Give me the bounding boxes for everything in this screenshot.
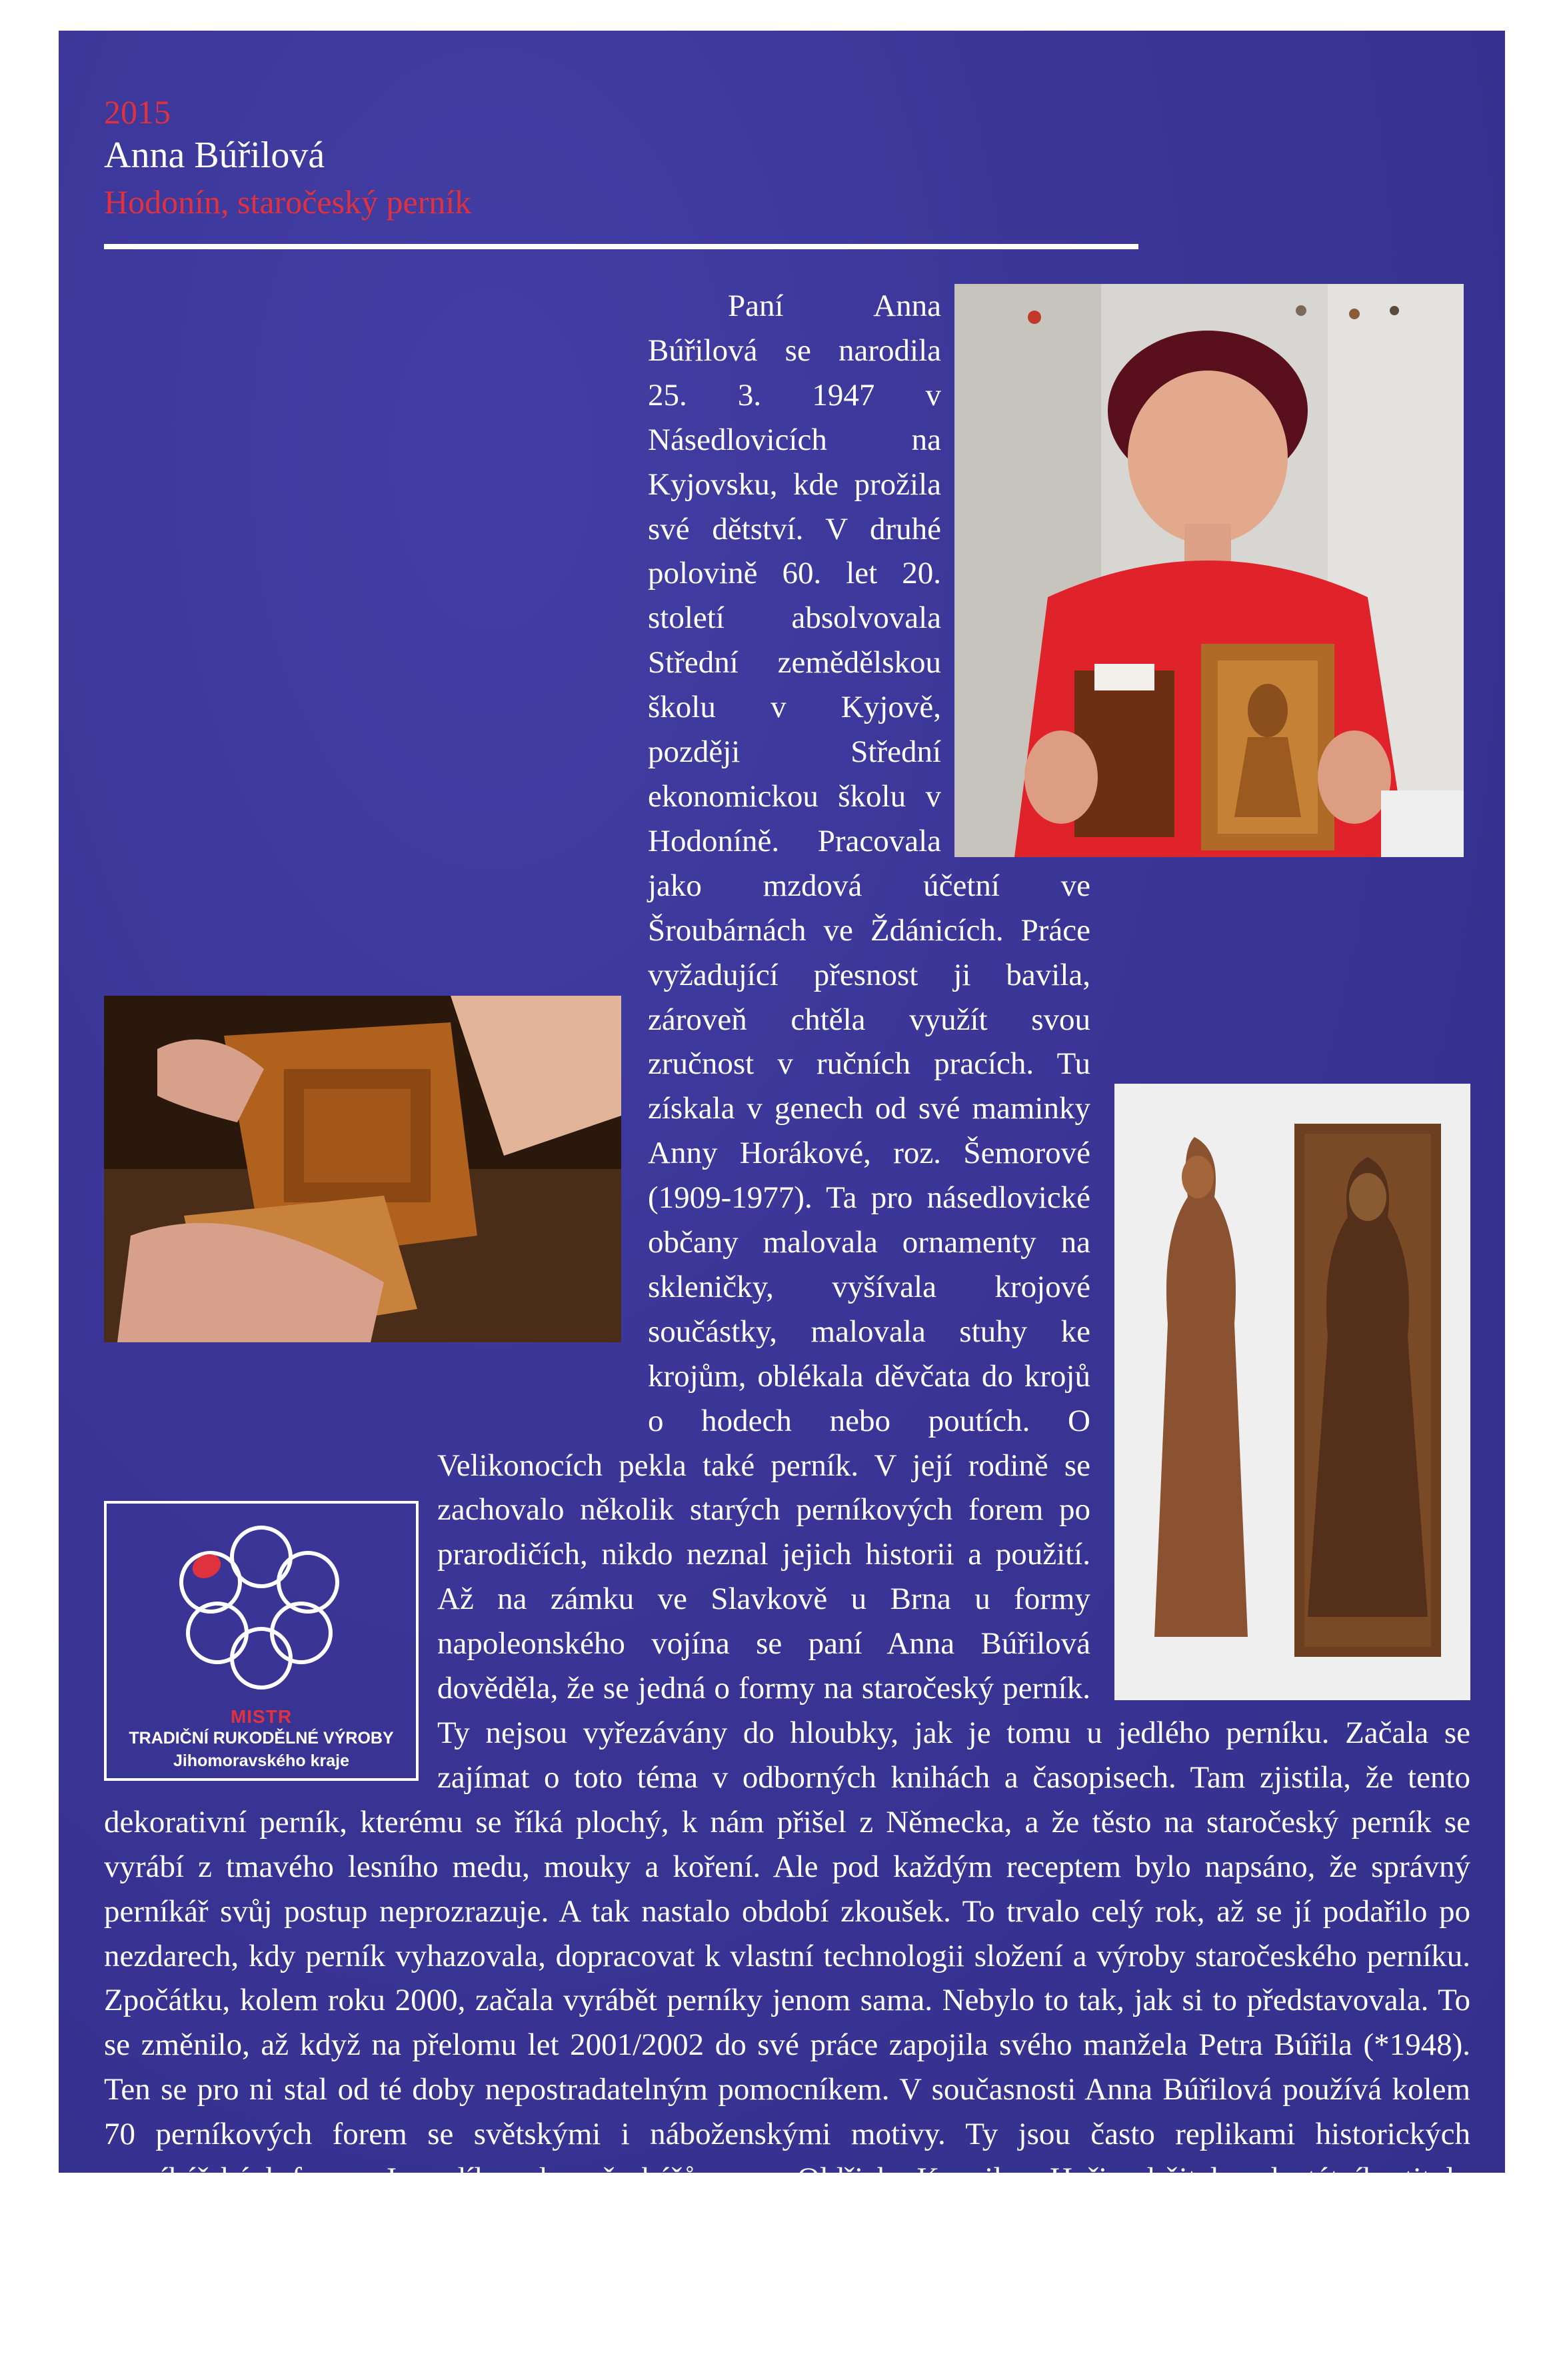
logo-line1: TRADIČNÍ RUKODĚLNÉ VÝROBY [129,1729,394,1748]
portrait-photo [954,284,1464,857]
logo-line2: Jihomoravského kraje [173,1752,349,1770]
flower-icon [107,1504,416,1704]
article-paragraph: Paní Anna Búřilová se narodila 25. 3. 1947 v Násedlovicích na Kyjovsku, kde prožila své dětství. V druhé polovině 60. let 20. století absolvovala Střední zemědělskou školu v Kyjově, později Střední ekonomickou školu v Hodoníně. Pracovala jako mzdová účetní ve Šroubárnách ve Ždánicích. Práce vyžadující přesnost ji bavila, zároveň chtěla využít svou zručnost v ručních pracích. Tu získala v genech od své maminky Anny Horákové, roz. Šemorové (1909-1977). Ta pro násedlovické občany malovala ornamenty na skleničky, vyšívala krojové součástky, malovala stuhy ke krojům, oblékala děvčata do krojů o hodech nebo poutích. O Velikonocích pekla také perník. V její rodině se zachovalo několik starých perníkových forem po prarodičích, nikdo neznal jejich historii a použití. Až na zámku ve Slavkově u Brna u formy napoleonského vojína se paní Anna Búřilová dověděla, že se jedná o formy na staročeský perník. Ty nejsou vyřezávány do hloubky, jak je tomu u jedlého perníku. Začala se zajímat o toto téma v odborných knihách a časopisech. Tam zjistila, že tento dekorativní perník, kterému se říká plochý, k nám přišel z Německa, a že těsto na staročeský perník se vyrábí z tmavého lesního medu, mouky a koření. Ale pod každým receptem bylo napsáno, že správný perníkář svůj postup neprozrazuje. A tak nastalo období zkoušek. To trvalo celý rok, až se jí podařilo po nezdarech, kdy perník vyhazovala, dopracovat k vlastní technologii složení a výroby staročeského perníku. Zpočátku, kolem roku 2000, začala vyrábět perníky jenom sama. Nebylo to tak, jak si to představovala. To se změnilo, až když na přelomu let 2001/2002 do své práce zapojila svého manžela Petra Búřila (*1948). Ten se pro ni stal od té doby nepostradatelným pomocníkem. V současnosti Anna Búřilová používá kolem 70 perníkových forem se světskými i náboženskými motivy. Ty jsou často replikami historických perníkářských forem. Jsou dílem dvou řezbářů - pana Oldřicha Kvapila z Hořic, držitele celostátního titulu Nositel tradice lidových řemesel v oboru výroby perníkových forem, a pana Jiřího Rückera z Peček na Kolínsku. Anna Búřilová se aktivně účastní různých řemeslných jarmarků, veletrhů, výstavních a předváděcích akcí v muzeích nejenom u nás doma, ale také v zahraničí. Aby receptura a postup zůstaly zachovány v rodině, naučili staročeský perník dělat svého syna Vítězslava (*1974). [104,289,1470,2375]
place-subtitle: Hodonín, staročeský perník [104,183,472,221]
logo-mistr: MISTR [230,1706,293,1727]
mistr-logo [104,1501,419,1781]
gingerbread-molds-photo [1114,1084,1470,1700]
page-panel [59,31,1505,2375]
mold-hands-photo [104,996,621,1342]
person-name: Anna Búřilová [104,135,325,176]
title-rule [104,244,1138,249]
year-heading: 2015 [104,93,171,131]
